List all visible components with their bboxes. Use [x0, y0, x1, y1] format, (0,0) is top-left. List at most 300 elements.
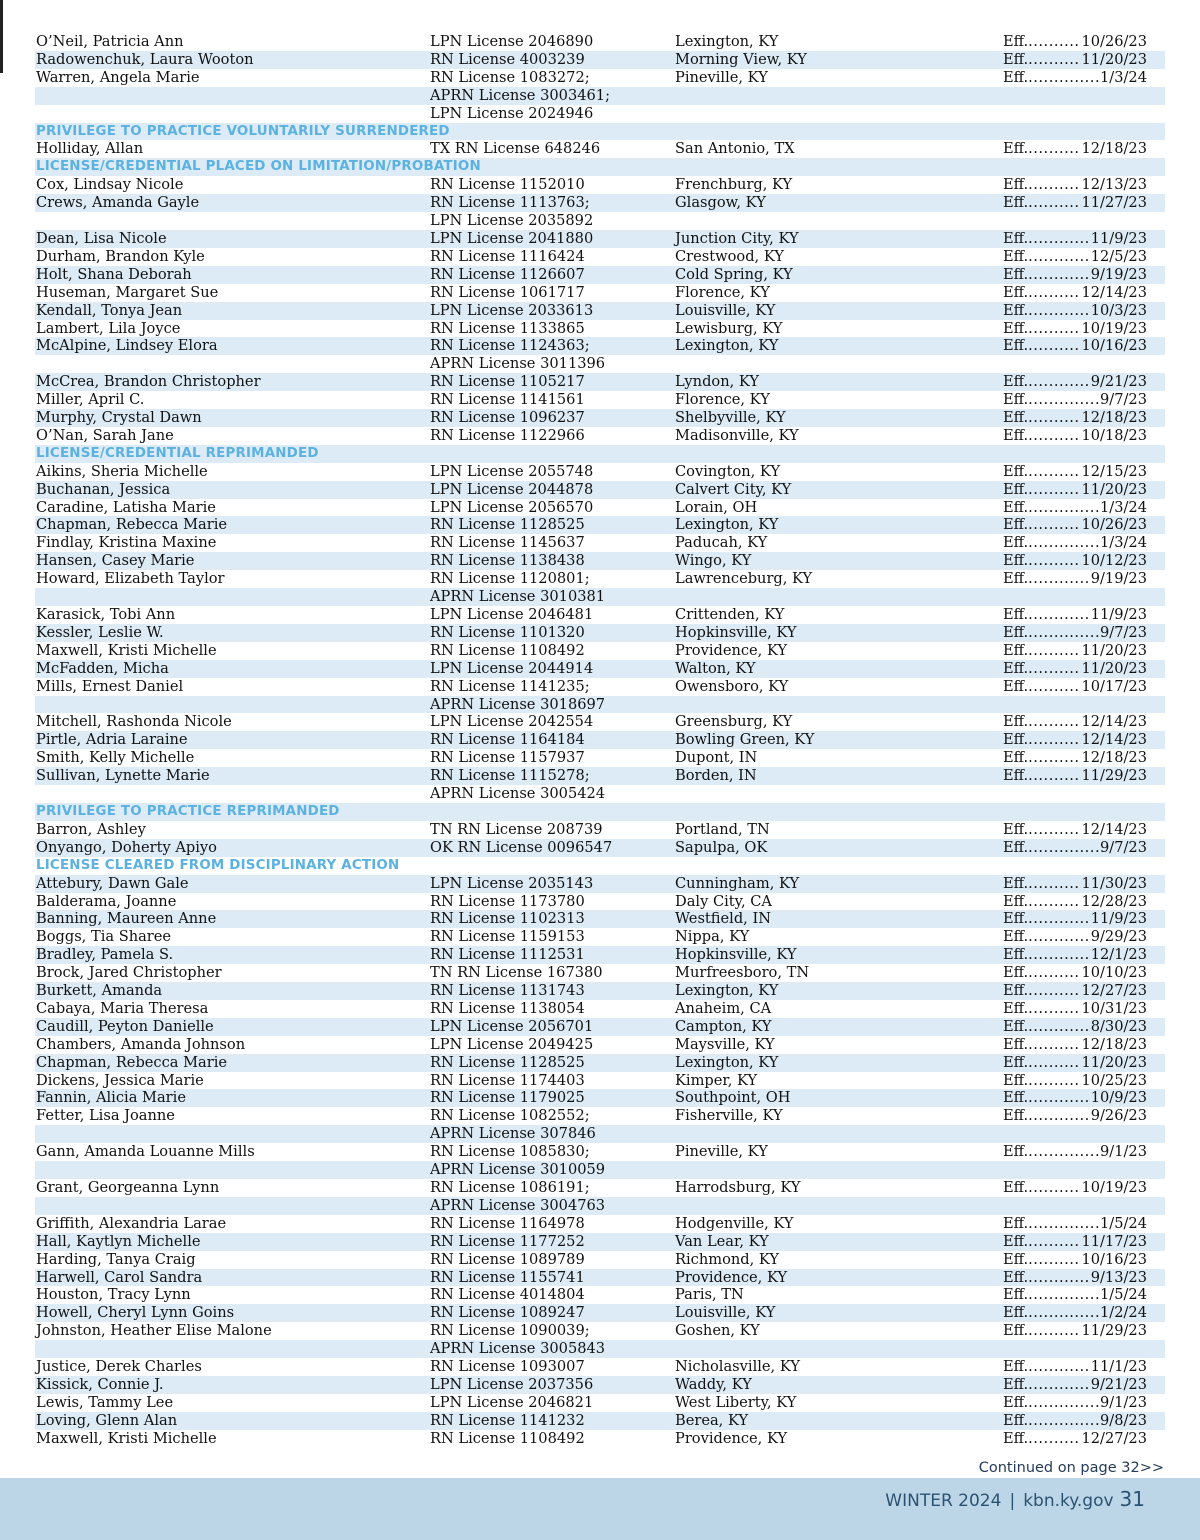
city-state: Calvert City, KY — [675, 480, 792, 498]
table-row — [35, 1376, 1165, 1394]
effective-date-value: 10/16/23 — [1081, 1250, 1147, 1268]
city-state: Portland, TN — [675, 820, 770, 838]
table-row — [35, 1143, 1165, 1161]
license-number: RN License 1113763; — [430, 194, 590, 212]
licensee-name: Radowenchuk, Laura Wooton — [36, 50, 254, 68]
table-row — [35, 499, 1165, 517]
effective-date — [1003, 1089, 1147, 1107]
table-row — [35, 713, 1165, 731]
license-number: RN License 1124363; — [430, 337, 590, 355]
license-number: RN License 1164978 — [430, 1214, 585, 1232]
license-number: RN License 1101320 — [430, 623, 585, 641]
city-state: Lyndon, KY — [675, 373, 760, 391]
effective-date-value: 10/19/23 — [1081, 319, 1147, 337]
city-state: West Liberty, KY — [675, 1393, 797, 1411]
effective-date-value: 9/21/23 — [1090, 373, 1147, 391]
table-row — [35, 355, 1165, 373]
license-number: RN License 1159153 — [430, 928, 585, 946]
city-state: Morning View, KY — [675, 50, 807, 68]
effective-date — [1003, 749, 1147, 767]
license-number: RN License 1093007 — [430, 1358, 585, 1376]
effective-date — [1003, 1215, 1147, 1233]
dot-leader — [1028, 284, 1081, 302]
effective-date-value: 1/2/24 — [1100, 1304, 1147, 1322]
dot-leader — [1028, 875, 1081, 893]
effective-date-value: 9/13/23 — [1090, 1268, 1147, 1286]
effective-date — [1003, 409, 1147, 427]
dot-leader — [1028, 1036, 1081, 1054]
city-state: Lewisburg, KY — [675, 319, 783, 337]
licensee-name: Mills, Ernest Daniel — [36, 677, 184, 695]
table-row — [35, 1018, 1165, 1036]
table-row — [35, 893, 1165, 911]
effective-date — [1003, 337, 1147, 355]
effective-date — [1003, 1430, 1147, 1448]
table-row — [35, 1179, 1165, 1197]
table-row — [35, 964, 1165, 982]
licensee-name: O’Nan, Sarah Jane — [36, 426, 174, 444]
licensee-name: Kissick, Connie J. — [36, 1375, 164, 1393]
section-heading-row — [35, 158, 1165, 176]
effective-date-value: 11/20/23 — [1081, 480, 1147, 498]
table-row — [35, 337, 1165, 355]
table-row — [35, 534, 1165, 552]
license-number: LPN License 2035143 — [430, 874, 594, 892]
effective-date-value: 10/25/23 — [1081, 1071, 1147, 1089]
effective-label: Eff. — [1003, 713, 1029, 731]
license-number: RN License 1083272; — [430, 68, 590, 86]
effective-date — [1003, 678, 1147, 696]
table-row — [35, 678, 1165, 696]
dot-leader — [1028, 1269, 1091, 1287]
effective-date — [1003, 69, 1147, 87]
dot-leader — [1028, 1322, 1081, 1340]
effective-label: Eff. — [1003, 373, 1029, 391]
license-number: RN License 1155741 — [430, 1268, 585, 1286]
effective-label: Eff. — [1003, 928, 1029, 946]
city-state: Walton, KY — [675, 659, 756, 677]
table-row — [35, 731, 1165, 749]
city-state: Harrodsburg, KY — [675, 1179, 801, 1196]
table-row — [35, 1251, 1165, 1269]
effective-label: Eff. — [1003, 641, 1029, 659]
dot-leader — [1028, 893, 1081, 911]
table-row — [35, 1089, 1165, 1107]
licensee-name: Chambers, Amanda Johnson — [36, 1035, 246, 1053]
effective-date-value: 11/20/23 — [1081, 1053, 1147, 1071]
dot-leader — [1028, 1251, 1081, 1269]
city-state: Berea, KY — [675, 1411, 749, 1429]
effective-date — [1003, 1269, 1147, 1287]
licensee-name: Lambert, Lila Joyce — [36, 319, 181, 337]
effective-date — [1003, 391, 1147, 409]
effective-date — [1003, 964, 1147, 982]
effective-date-value: 1/5/24 — [1100, 1286, 1147, 1304]
license-number: APRN License 3010381 — [430, 588, 606, 606]
effective-date — [1003, 194, 1147, 212]
dot-leader — [1028, 1304, 1100, 1322]
dot-leader — [1028, 176, 1081, 194]
table-row — [35, 1430, 1165, 1448]
effective-label: Eff. — [1003, 820, 1029, 838]
effective-date-value: 9/1/23 — [1100, 1143, 1147, 1161]
table-row — [35, 785, 1165, 803]
effective-date — [1003, 839, 1147, 857]
effective-label: Eff. — [1003, 1089, 1029, 1107]
table-row — [35, 1125, 1165, 1143]
license-number: RN License 1131743 — [430, 982, 585, 1000]
license-number: APRN License 307846 — [430, 1125, 596, 1143]
effective-date — [1003, 284, 1147, 302]
dot-leader — [1028, 928, 1091, 946]
effective-label: Eff. — [1003, 677, 1029, 695]
effective-label: Eff. — [1003, 1232, 1029, 1250]
effective-date-value: 9/19/23 — [1090, 265, 1147, 283]
effective-date — [1003, 320, 1147, 338]
site-link[interactable]: kbn.ky.gov — [1023, 1491, 1114, 1511]
disciplinary-actions-list — [35, 33, 1165, 1448]
license-number: RN License 1105217 — [430, 373, 585, 391]
table-row — [35, 248, 1165, 266]
effective-date — [1003, 302, 1147, 320]
license-number: RN License 1145637 — [430, 534, 585, 552]
dot-leader — [1028, 1018, 1091, 1036]
effective-date-value: 11/9/23 — [1090, 606, 1147, 623]
license-number: RN License 1061717 — [430, 283, 585, 301]
licensee-name: Karasick, Tobi Ann — [36, 606, 176, 623]
effective-date — [1003, 516, 1147, 534]
license-number: RN License 1179025 — [430, 1089, 585, 1107]
effective-date-value: 12/1/23 — [1090, 946, 1147, 964]
effective-date-value: 11/20/23 — [1081, 641, 1147, 659]
license-number: LPN License 2044914 — [430, 659, 594, 677]
effective-label: Eff. — [1003, 1179, 1029, 1196]
city-state: Crittenden, KY — [675, 606, 785, 623]
effective-label: Eff. — [1003, 33, 1029, 50]
effective-date-value: 10/16/23 — [1081, 337, 1147, 355]
city-state: Daly City, CA — [675, 892, 772, 910]
effective-date — [1003, 1000, 1147, 1018]
dot-leader — [1028, 731, 1081, 749]
effective-date — [1003, 481, 1147, 499]
effective-label: Eff. — [1003, 874, 1029, 892]
city-state: Madisonville, KY — [675, 426, 799, 444]
city-state: Louisville, KY — [675, 301, 776, 319]
city-state: Owensboro, KY — [675, 677, 789, 695]
licensee-name: Caradine, Latisha Marie — [36, 498, 216, 516]
continued-note: Continued on page 32>> — [978, 1460, 1164, 1476]
footer-separator: | — [1009, 1491, 1016, 1511]
license-number: RN License 1086191; — [430, 1179, 590, 1196]
effective-label: Eff. — [1003, 1411, 1029, 1429]
effective-date-value: 11/29/23 — [1081, 767, 1147, 785]
license-number: RN License 1082552; — [430, 1107, 590, 1125]
licensee-name: Cabaya, Maria Theresa — [36, 999, 209, 1017]
table-row — [35, 87, 1165, 105]
licensee-name: Balderama, Joanne — [36, 892, 177, 910]
license-number: RN License 1096237 — [430, 409, 585, 427]
table-row — [35, 69, 1165, 87]
city-state: Cunningham, KY — [675, 874, 800, 892]
dot-leader — [1028, 821, 1081, 839]
effective-label: Eff. — [1003, 426, 1029, 444]
effective-label: Eff. — [1003, 1035, 1029, 1053]
table-row — [35, 266, 1165, 284]
effective-date-value: 9/26/23 — [1090, 1107, 1147, 1125]
licensee-name: Grant, Georgeanna Lynn — [36, 1179, 220, 1196]
licensee-name: Dickens, Jessica Marie — [36, 1071, 204, 1089]
table-row — [35, 391, 1165, 409]
licensee-name: Durham, Brandon Kyle — [36, 247, 205, 265]
table-row — [35, 982, 1165, 1000]
table-row — [35, 105, 1165, 123]
effective-date-value: 9/7/23 — [1100, 391, 1147, 409]
dot-leader — [1028, 1358, 1091, 1376]
effective-date — [1003, 1018, 1147, 1036]
dot-leader — [1028, 302, 1091, 320]
table-row — [35, 51, 1165, 69]
licensee-name: Warren, Angela Marie — [36, 68, 200, 86]
license-number: TN RN License 167380 — [430, 964, 603, 982]
licensee-name: Justice, Derek Charles — [36, 1358, 202, 1376]
city-state: Anaheim, CA — [675, 999, 772, 1017]
licensee-name: McFadden, Micha — [36, 659, 169, 677]
effective-label: Eff. — [1003, 301, 1029, 319]
license-number: RN License 1089247 — [430, 1304, 585, 1322]
table-row — [35, 875, 1165, 893]
city-state: San Antonio, TX — [675, 140, 795, 158]
dot-leader — [1028, 1286, 1100, 1304]
effective-label: Eff. — [1003, 1214, 1029, 1232]
table-row — [35, 624, 1165, 642]
section-heading: LICENSE/CREDENTIAL PLACED ON LIMITATION/PROBATION — [36, 159, 481, 175]
section-heading-row — [35, 857, 1165, 875]
city-state: Lexington, KY — [675, 33, 779, 50]
effective-date-value: 11/20/23 — [1081, 659, 1147, 677]
dot-leader — [1028, 1000, 1081, 1018]
city-state: Paducah, KY — [675, 534, 768, 552]
licensee-name: Chapman, Rebecca Marie — [36, 516, 228, 534]
city-state: Dupont, IN — [675, 749, 758, 767]
effective-date — [1003, 893, 1147, 911]
city-state: Pineville, KY — [675, 68, 768, 86]
effective-label: Eff. — [1003, 319, 1029, 337]
license-number: RN License 1085830; — [430, 1143, 590, 1161]
license-number: APRN License 3005843 — [430, 1340, 606, 1358]
licensee-name: Crews, Amanda Gayle — [36, 194, 200, 212]
dot-leader — [1028, 1179, 1081, 1197]
effective-date — [1003, 552, 1147, 570]
effective-label: Eff. — [1003, 516, 1029, 534]
effective-date — [1003, 1107, 1147, 1125]
license-number: APRN License 3004763 — [430, 1196, 606, 1214]
effective-label: Eff. — [1003, 283, 1029, 301]
table-row — [35, 1412, 1165, 1430]
effective-date — [1003, 1322, 1147, 1340]
table-row — [35, 910, 1165, 928]
effective-date-value: 12/18/23 — [1081, 1035, 1147, 1053]
table-row — [35, 230, 1165, 248]
licensee-name: Murphy, Crystal Dawn — [36, 409, 202, 427]
city-state: Kimper, KY — [675, 1071, 758, 1089]
dot-leader — [1028, 946, 1091, 964]
dot-leader — [1028, 409, 1081, 427]
effective-label: Eff. — [1003, 498, 1029, 516]
effective-date — [1003, 731, 1147, 749]
table-row — [35, 1322, 1165, 1340]
license-number: TN RN License 208739 — [430, 820, 603, 838]
license-number: RN License 1089789 — [430, 1250, 585, 1268]
effective-label: Eff. — [1003, 194, 1029, 212]
license-number: RN License 1112531 — [430, 946, 585, 964]
city-state: Lawrenceburg, KY — [675, 570, 813, 588]
table-row — [35, 463, 1165, 481]
effective-date-value: 12/18/23 — [1081, 749, 1147, 767]
table-row — [35, 588, 1165, 606]
effective-label: Eff. — [1003, 1053, 1029, 1071]
city-state: Nicholasville, KY — [675, 1358, 800, 1376]
dot-leader — [1028, 463, 1081, 481]
effective-label: Eff. — [1003, 337, 1029, 355]
effective-date-value: 12/27/23 — [1081, 1429, 1147, 1447]
city-state: Lorain, OH — [675, 498, 758, 516]
licensee-name: Dean, Lisa Nicole — [36, 229, 167, 247]
dot-leader — [1028, 481, 1081, 499]
dot-leader — [1028, 230, 1091, 248]
table-row — [35, 176, 1165, 194]
effective-date-value: 11/20/23 — [1081, 50, 1147, 68]
effective-date — [1003, 463, 1147, 481]
effective-date — [1003, 1358, 1147, 1376]
city-state: Campton, KY — [675, 1017, 772, 1035]
effective-date-value: 10/9/23 — [1090, 1089, 1147, 1107]
city-state: Louisville, KY — [675, 1304, 776, 1322]
license-number: RN License 1126607 — [430, 265, 585, 283]
license-number: LPN License 2055748 — [430, 462, 594, 480]
effective-label: Eff. — [1003, 767, 1029, 785]
city-state: Hopkinsville, KY — [675, 946, 797, 964]
city-state: Sapulpa, OK — [675, 838, 768, 856]
dot-leader — [1028, 1089, 1091, 1107]
license-number: RN License 1177252 — [430, 1232, 585, 1250]
section-heading: PRIVILEGE TO PRACTICE VOLUNTARILY SURRENDERED — [36, 123, 450, 139]
table-row — [35, 1161, 1165, 1179]
license-number: LPN License 2035892 — [430, 212, 594, 230]
table-row — [35, 606, 1165, 624]
dot-leader — [1028, 660, 1081, 678]
licensee-name: Loving, Glenn Alan — [36, 1411, 178, 1429]
licensee-name: Smith, Kelly Michelle — [36, 749, 195, 767]
license-number: APRN License 3005424 — [430, 785, 606, 803]
effective-date — [1003, 1376, 1147, 1394]
effective-date-value: 11/30/23 — [1081, 874, 1147, 892]
table-row — [35, 284, 1165, 302]
effective-label: Eff. — [1003, 999, 1029, 1017]
effective-date-value: 10/17/23 — [1081, 677, 1147, 695]
effective-date — [1003, 570, 1147, 588]
effective-date — [1003, 176, 1147, 194]
effective-date-value: 12/5/23 — [1090, 247, 1147, 265]
city-state: Covington, KY — [675, 462, 781, 480]
licensee-name: Holliday, Allan — [36, 140, 144, 158]
license-number: LPN License 2044878 — [430, 480, 594, 498]
city-state: Lexington, KY — [675, 337, 779, 355]
license-number: RN License 1141235; — [430, 677, 590, 695]
effective-label: Eff. — [1003, 1107, 1029, 1125]
licensee-name: Onyango, Doherty Apiyo — [36, 838, 217, 856]
effective-date-value: 10/18/23 — [1081, 426, 1147, 444]
dot-leader — [1028, 606, 1091, 624]
effective-date-value: 9/29/23 — [1090, 928, 1147, 946]
dot-leader — [1028, 552, 1081, 570]
licensee-name: Maxwell, Kristi Michelle — [36, 641, 217, 659]
table-row — [35, 194, 1165, 212]
page-number: 31 — [1119, 1487, 1145, 1511]
effective-date — [1003, 624, 1147, 642]
licensee-name: Miller, April C. — [36, 391, 145, 409]
city-state: Murfreesboro, TN — [675, 964, 810, 982]
dot-leader — [1028, 839, 1100, 857]
licensee-name: Attebury, Dawn Gale — [36, 874, 189, 892]
effective-date-value: 10/12/23 — [1081, 552, 1147, 570]
city-state: Goshen, KY — [675, 1322, 760, 1340]
effective-label: Eff. — [1003, 1286, 1029, 1304]
effective-label: Eff. — [1003, 1322, 1029, 1340]
effective-label: Eff. — [1003, 1250, 1029, 1268]
section-heading: LICENSE CLEARED FROM DISCIPLINARY ACTION — [36, 857, 400, 873]
effective-date-value: 1/3/24 — [1100, 498, 1147, 516]
license-number: LPN License 2046821 — [430, 1393, 594, 1411]
licensee-name: Kendall, Tonya Jean — [36, 301, 183, 319]
effective-label: Eff. — [1003, 1017, 1029, 1035]
licensee-name: Buchanan, Jessica — [36, 480, 171, 498]
effective-date — [1003, 660, 1147, 678]
effective-date — [1003, 373, 1147, 391]
licensee-name: Caudill, Peyton Danielle — [36, 1017, 214, 1035]
effective-date-value: 11/1/23 — [1090, 1358, 1147, 1376]
effective-date — [1003, 982, 1147, 1000]
dot-leader — [1028, 624, 1100, 642]
effective-label: Eff. — [1003, 964, 1029, 982]
dot-leader — [1028, 570, 1091, 588]
effective-date — [1003, 1036, 1147, 1054]
license-number: RN License 1128525 — [430, 516, 585, 534]
table-row — [35, 1215, 1165, 1233]
license-number: RN License 1138054 — [430, 999, 585, 1017]
effective-date-value: 12/14/23 — [1081, 283, 1147, 301]
effective-label: Eff. — [1003, 982, 1029, 1000]
license-number: LPN License 2046481 — [430, 606, 594, 623]
licensee-name: Aikins, Sheria Michelle — [36, 462, 208, 480]
effective-label: Eff. — [1003, 838, 1029, 856]
city-state: Wingo, KY — [675, 552, 752, 570]
city-state: Lexington, KY — [675, 1053, 779, 1071]
table-row — [35, 1233, 1165, 1251]
effective-date — [1003, 606, 1147, 624]
section-heading-row — [35, 445, 1165, 463]
effective-date — [1003, 642, 1147, 660]
license-number: RN License 4003239 — [430, 50, 585, 68]
effective-label: Eff. — [1003, 176, 1029, 194]
effective-date — [1003, 946, 1147, 964]
licensee-name: Brock, Jared Christopher — [36, 964, 222, 982]
license-number: APRN License 3003461; — [430, 86, 610, 104]
licensee-name: McAlpine, Lindsey Elora — [36, 337, 218, 355]
licensee-name: Kessler, Leslie W. — [36, 623, 164, 641]
license-number: RN License 1122966 — [430, 426, 585, 444]
dot-leader — [1028, 373, 1091, 391]
effective-date — [1003, 767, 1147, 785]
